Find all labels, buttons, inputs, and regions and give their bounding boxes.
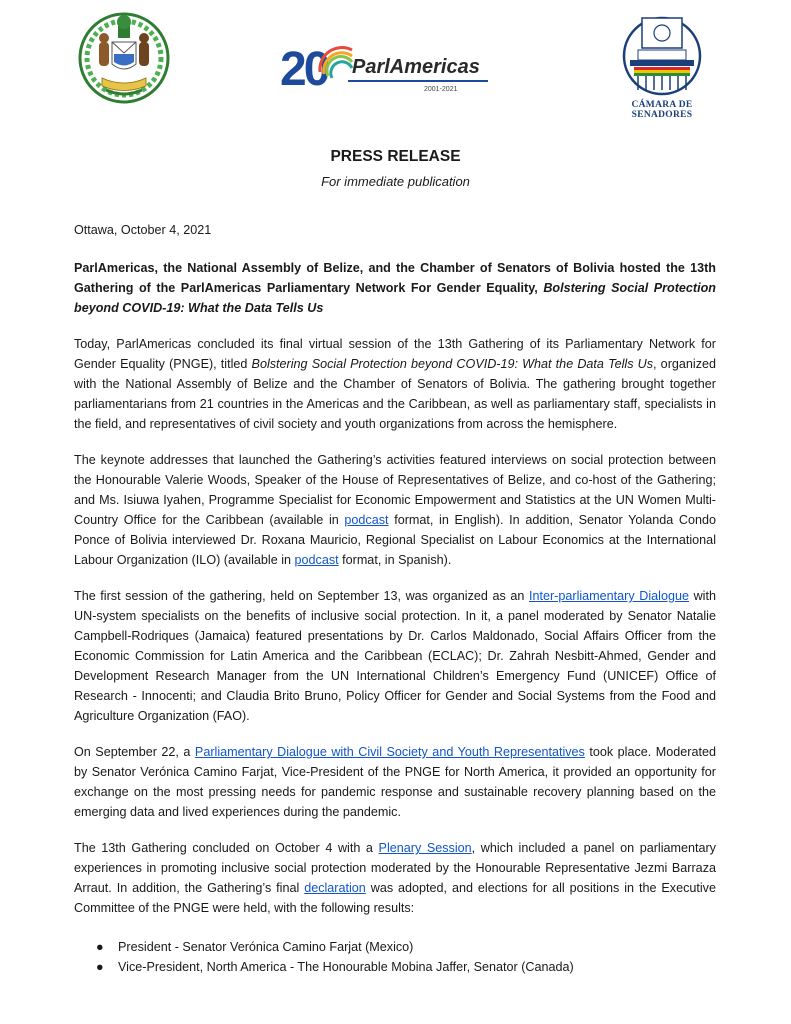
list-item [74, 937, 716, 957]
p3-text-a: The first session of the gathering, held on September 13, was organized as an [74, 589, 529, 603]
p1-text-b: , organized with the National Assembly of Belize and the Chamber of Senators of Bolivia. The gathering brought together parliamentarians from 21 countries in the Americas and the Caribbean, as well as parliamentary staff, specialists in the field, and representatives of civil society and youth organizations from across the hemisphere. [74, 357, 716, 431]
parlamericas-wordmark: ParlAmericas [352, 56, 480, 78]
belize-coat-of-arms-logo [78, 12, 170, 110]
parlamericas-arc-icon [308, 42, 356, 98]
camara-de-senadores-logo [608, 14, 716, 120]
p1-italic-title: Bolstering Social Protection beyond COVID-19: What the Data Tells Us [251, 357, 654, 371]
bullet-icon: ● [96, 960, 104, 974]
plenary-session-link[interactable]: Plenary Session [378, 841, 472, 855]
bullet-icon: ● [96, 940, 104, 954]
p5-text-a: The 13th Gathering concluded on October 4 with a [74, 841, 379, 855]
page-title: PRESS RELEASE [330, 148, 461, 165]
civil-society-dialogue-link[interactable]: Parliamentary Dialogue with Civil Society and Youth Representatives [194, 745, 585, 759]
senado-building-icon [608, 14, 716, 100]
paragraph-5 [74, 838, 716, 918]
p5-text-b: , which included a panel on parliamentary experiences in promoting inclusive social protection moderated by the Honourable Representative Jezmi Barraza Arraut. In addition, the Gathering’s final [74, 841, 716, 895]
inter-parliamentary-dialogue-link[interactable]: Inter-parliamentary Dialogue [528, 589, 689, 603]
paragraph-3 [74, 586, 716, 726]
p2-text-b: format, in English). In addition, Senator Yolanda Condo Ponce of Bolivia interviewed Dr. Roxana Mauricio, Regional Specialist on Labour Economics at the International Labour Organization (ILO) (available in [74, 513, 716, 567]
parlamericas-logo [280, 40, 490, 102]
lead-paragraph [74, 258, 716, 318]
list-item [74, 957, 716, 977]
p3-text-b: with UN-system specialists on the benefits of inclusive social protection. In it, a panel moderated by Senator Natalie Campbell-Rodriques (Jamaica) featured presentations by Dr. Carlos Maldonado, Social Affairs Officer from the Economic Commission for Latin America and the Caribbean (ECLAC); Dr. Zahrah Nesbitt-Ahmed, Gender and Development Research Manager from the UN International Children’s Emergency Fund (UNICEF) Office of Research - Innocenti; and Claudia Brito Bruno, Policy Officer for Gender and Social Systems from the Food and Agriculture Organization (FAO). [74, 589, 716, 723]
p5-text-c: was adopted, and elections for all positions in the Executive Committee of the PNGE were held, with the following results: [74, 881, 716, 915]
p1-text-a: Today, ParlAmericas concluded its final virtual session of the 13th Gathering of its Parliamentary Network for Gender Equality (PNGE), titled [74, 337, 716, 371]
paragraph-2 [74, 450, 716, 570]
senado-name: CÁMARA DE SENADORES [631, 100, 693, 120]
paragraph-1 [74, 334, 716, 434]
bullet-text: Vice-President, North America - The Honourable Mobina Jaffer, Senator (Canada) [118, 960, 574, 974]
p4-text-b: took place. Moderated by Senator Verónica Camino Farjat, Vice-President of the PNGE for North America, it provided an opportunity for exchange on the most pressing needs for pandemic response and sustainable recovery planning based on the emerging data and lived experiences during the pandemic. [74, 745, 716, 819]
p2-text-a: The keynote addresses that launched the Gathering’s activities featured interviews on social protection between the Honourable Valerie Woods, Speaker of the House of Representatives of Belize, and co-host of the Gathering; and Ms. Isiuwa Iyahen, Programme Specialist for Economic Empowerment and Statistics at the UN Women Multi-Country Office for the Caribbean (available in [74, 453, 716, 527]
p2-text-c: format, in Spanish). [338, 553, 452, 567]
podcast-spanish-link[interactable]: podcast [294, 553, 339, 567]
parlamericas-20-mark: 20 [280, 43, 328, 96]
paragraph-4 [74, 742, 716, 822]
bullet-text: President - Senator Verónica Camino Farjat (Mexico) [118, 940, 414, 954]
parlamericas-underline [348, 80, 488, 84]
election-results-list [74, 937, 716, 977]
parlamericas-years: 2001-2021 [424, 86, 458, 93]
declaration-link[interactable]: declaration [304, 881, 366, 895]
lead-bold-text: ParlAmericas, the National Assembly of Belize, and the Chamber of Senators of Bolivia hosted the 13th Gathering of the ParlAmericas Parliamentary Network For Gender Equality, [74, 261, 716, 295]
page-subtitle: For immediate publication [321, 174, 470, 189]
lead-bold-italic-text: Bolstering Social Protection beyond COVID-19: What the Data Tells Us [74, 281, 716, 315]
dateline: Ottawa, October 4, 2021 [74, 223, 212, 237]
podcast-english-link[interactable]: podcast [344, 513, 389, 527]
p4-text-a: On September 22, a [74, 745, 195, 759]
